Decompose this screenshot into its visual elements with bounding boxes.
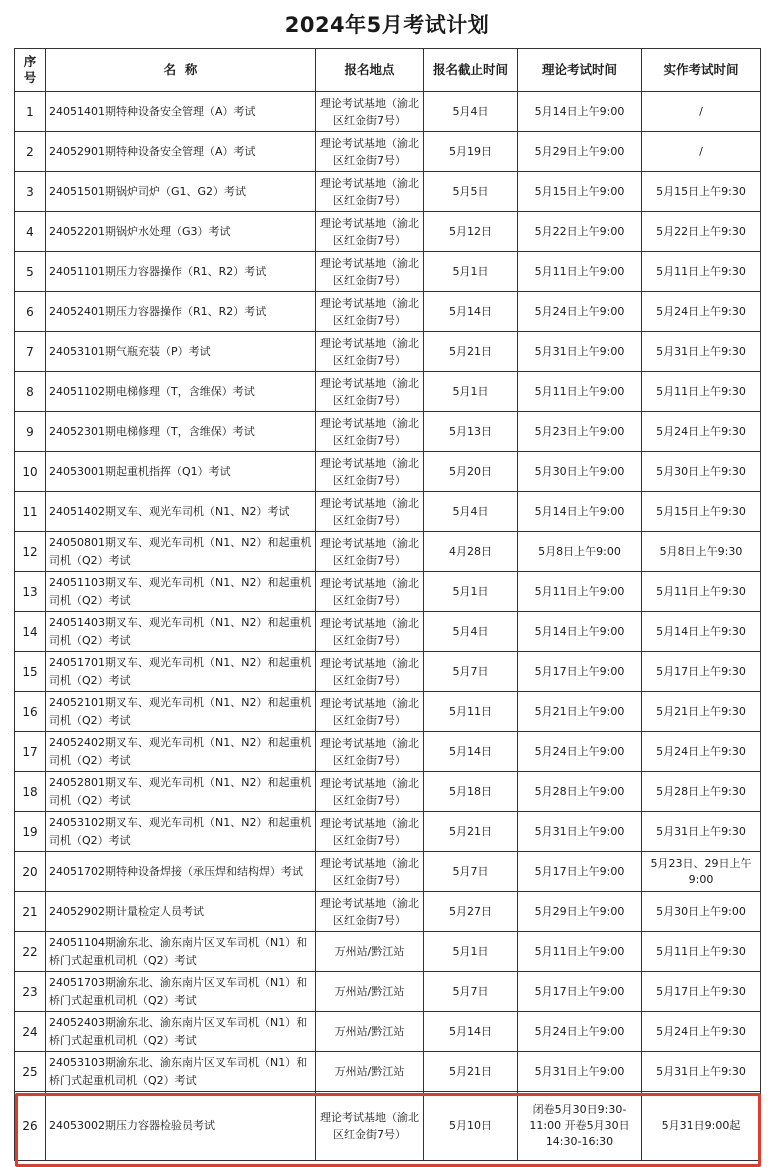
practical-exam-time: 5月14日上午9:30: [642, 612, 761, 652]
practical-exam-time: 5月30日上午9:00: [642, 892, 761, 932]
row-number: 26: [15, 1092, 46, 1161]
exam-location: 理论考试基地（渝北区红金街7号）: [316, 532, 424, 572]
theory-exam-time: 5月14日上午9:00: [518, 92, 642, 132]
exam-location: 理论考试基地（渝北区红金街7号）: [316, 1092, 424, 1161]
registration-deadline: 5月1日: [424, 252, 518, 292]
practical-exam-time: 5月31日上午9:30: [642, 332, 761, 372]
table-row: [15, 412, 761, 452]
exam-name: 24050801期叉车、观光车司机（N1、N2）和起重机司机（Q2）考试: [46, 532, 316, 572]
theory-exam-time: 5月14日上午9:00: [518, 612, 642, 652]
practical-exam-time: 5月15日上午9:30: [642, 492, 761, 532]
table-row: [15, 892, 761, 932]
row-number: 2: [15, 132, 46, 172]
table-row: [15, 172, 761, 212]
exam-location: 万州站/黔江站: [316, 1052, 424, 1092]
row-number: 18: [15, 772, 46, 812]
table-row: [15, 772, 761, 812]
registration-deadline: 5月1日: [424, 572, 518, 612]
row-number: 15: [15, 652, 46, 692]
registration-deadline: 5月5日: [424, 172, 518, 212]
header-practical-time: 实作考试时间: [642, 49, 761, 92]
table-row: [15, 292, 761, 332]
table-row: [15, 652, 761, 692]
row-number: 7: [15, 332, 46, 372]
registration-deadline: 5月19日: [424, 132, 518, 172]
practical-exam-time: 5月15日上午9:30: [642, 172, 761, 212]
exam-location: 理论考试基地（渝北区红金街7号）: [316, 332, 424, 372]
practical-exam-time: /: [642, 92, 761, 132]
exam-name: 24052901期特种设备安全管理（A）考试: [46, 132, 316, 172]
theory-exam-time: 5月8日上午9:00: [518, 532, 642, 572]
registration-deadline: 5月11日: [424, 692, 518, 732]
theory-exam-time: 5月31日上午9:00: [518, 1052, 642, 1092]
row-number: 12: [15, 532, 46, 572]
exam-name: 24051501期锅炉司炉（G1、G2）考试: [46, 172, 316, 212]
row-number: 24: [15, 1012, 46, 1052]
row-number: 13: [15, 572, 46, 612]
exam-name: 24053001期起重机指挥（Q1）考试: [46, 452, 316, 492]
theory-exam-time: 5月29日上午9:00: [518, 892, 642, 932]
exam-name: 24051402期叉车、观光车司机（N1、N2）考试: [46, 492, 316, 532]
exam-location: 理论考试基地（渝北区红金街7号）: [316, 692, 424, 732]
registration-deadline: 5月21日: [424, 812, 518, 852]
practical-exam-time: /: [642, 132, 761, 172]
exam-plan-table: [14, 48, 761, 1161]
exam-name: 24051102期电梯修理（T，含维保）考试: [46, 372, 316, 412]
table-row: [15, 332, 761, 372]
table-body: [15, 92, 761, 1161]
row-number: 4: [15, 212, 46, 252]
exam-location: 理论考试基地（渝北区红金街7号）: [316, 292, 424, 332]
row-number: 16: [15, 692, 46, 732]
exam-name: 24051104期渝东北、渝东南片区叉车司机（N1）和桥门式起重机司机（Q2）考试: [46, 932, 316, 972]
theory-exam-time: 5月23日上午9:00: [518, 412, 642, 452]
table-row: [15, 812, 761, 852]
theory-exam-time: 5月29日上午9:00: [518, 132, 642, 172]
exam-location: 理论考试基地（渝北区红金街7号）: [316, 652, 424, 692]
table-row: [15, 92, 761, 132]
table-row: [15, 852, 761, 892]
table-row: [15, 372, 761, 412]
exam-name: 24053101期气瓶充装（P）考试: [46, 332, 316, 372]
registration-deadline: 5月7日: [424, 852, 518, 892]
table-row: [15, 1052, 761, 1092]
registration-deadline: 5月10日: [424, 1092, 518, 1161]
registration-deadline: 5月18日: [424, 772, 518, 812]
practical-exam-time: 5月24日上午9:30: [642, 1012, 761, 1052]
exam-name: 24052101期叉车、观光车司机（N1、N2）和起重机司机（Q2）考试: [46, 692, 316, 732]
practical-exam-time: 5月31日9:00起: [642, 1092, 761, 1161]
practical-exam-time: 5月11日上午9:30: [642, 572, 761, 612]
exam-location: 万州站/黔江站: [316, 972, 424, 1012]
exam-name: 24051401期特种设备安全管理（A）考试: [46, 92, 316, 132]
exam-name: 24051103期叉车、观光车司机（N1、N2）和起重机司机（Q2）考试: [46, 572, 316, 612]
exam-name: 24051101期压力容器操作（R1、R2）考试: [46, 252, 316, 292]
registration-deadline: 5月21日: [424, 332, 518, 372]
header-no: 序号: [15, 49, 46, 92]
table-row: [15, 732, 761, 772]
exam-location: 理论考试基地（渝北区红金街7号）: [316, 92, 424, 132]
exam-location: 理论考试基地（渝北区红金街7号）: [316, 372, 424, 412]
exam-name: 24052902期计量检定人员考试: [46, 892, 316, 932]
row-number: 20: [15, 852, 46, 892]
registration-deadline: 4月28日: [424, 532, 518, 572]
registration-deadline: 5月14日: [424, 1012, 518, 1052]
table-row: [15, 1092, 761, 1161]
theory-exam-time: 5月14日上午9:00: [518, 492, 642, 532]
practical-exam-time: 5月21日上午9:30: [642, 692, 761, 732]
table-row: [15, 572, 761, 612]
exam-name: 24052301期电梯修理（T，含维保）考试: [46, 412, 316, 452]
row-number: 21: [15, 892, 46, 932]
exam-name: 24052801期叉车、观光车司机（N1、N2）和起重机司机（Q2）考试: [46, 772, 316, 812]
table-row: [15, 972, 761, 1012]
exam-name: 24051701期叉车、观光车司机（N1、N2）和起重机司机（Q2）考试: [46, 652, 316, 692]
registration-deadline: 5月12日: [424, 212, 518, 252]
table-row: [15, 612, 761, 652]
row-number: 23: [15, 972, 46, 1012]
exam-name: 24052401期压力容器操作（R1、R2）考试: [46, 292, 316, 332]
theory-exam-time: 5月31日上午9:00: [518, 332, 642, 372]
practical-exam-time: 5月31日上午9:30: [642, 812, 761, 852]
exam-name: 24053103期渝东北、渝东南片区叉车司机（N1）和桥门式起重机司机（Q2）考试: [46, 1052, 316, 1092]
page-title: 2024年5月考试计划: [284, 13, 490, 37]
registration-deadline: 5月1日: [424, 372, 518, 412]
theory-exam-time: 5月11日上午9:00: [518, 252, 642, 292]
exam-name: 24053002期压力容器检验员考试: [46, 1092, 316, 1161]
row-number: 19: [15, 812, 46, 852]
exam-name: 24052403期渝东北、渝东南片区叉车司机（N1）和桥门式起重机司机（Q2）考试: [46, 1012, 316, 1052]
practical-exam-time: 5月17日上午9:30: [642, 972, 761, 1012]
theory-exam-time: 5月17日上午9:00: [518, 652, 642, 692]
exam-location: 万州站/黔江站: [316, 932, 424, 972]
theory-exam-time: 5月31日上午9:00: [518, 812, 642, 852]
practical-exam-time: 5月17日上午9:30: [642, 652, 761, 692]
practical-exam-time: 5月22日上午9:30: [642, 212, 761, 252]
exam-location: 理论考试基地（渝北区红金街7号）: [316, 852, 424, 892]
header-name: 名 称: [46, 49, 316, 92]
row-number: 10: [15, 452, 46, 492]
exam-location: 理论考试基地（渝北区红金街7号）: [316, 412, 424, 452]
table-row: [15, 532, 761, 572]
exam-name: 24051403期叉车、观光车司机（N1、N2）和起重机司机（Q2）考试: [46, 612, 316, 652]
exam-location: 万州站/黔江站: [316, 1012, 424, 1052]
theory-exam-time: 5月28日上午9:00: [518, 772, 642, 812]
practical-exam-time: 5月11日上午9:30: [642, 932, 761, 972]
table-row: [15, 492, 761, 532]
practical-exam-time: 5月24日上午9:30: [642, 412, 761, 452]
practical-exam-time: 5月23日、29日上午9:00: [642, 852, 761, 892]
registration-deadline: 5月4日: [424, 92, 518, 132]
row-number: 22: [15, 932, 46, 972]
registration-deadline: 5月13日: [424, 412, 518, 452]
registration-deadline: 5月4日: [424, 612, 518, 652]
table-row: [15, 452, 761, 492]
theory-exam-time: 闭卷5月30日9:30-11:00 开卷5月30日14:30-16:30: [518, 1092, 642, 1161]
theory-exam-time: 5月24日上午9:00: [518, 1012, 642, 1052]
practical-exam-time: 5月8日上午9:30: [642, 532, 761, 572]
registration-deadline: 5月14日: [424, 292, 518, 332]
practical-exam-time: 5月31日上午9:30: [642, 1052, 761, 1092]
theory-exam-time: 5月11日上午9:00: [518, 932, 642, 972]
practical-exam-time: 5月11日上午9:30: [642, 252, 761, 292]
table-row: [15, 1012, 761, 1052]
exam-location: 理论考试基地（渝北区红金街7号）: [316, 892, 424, 932]
header-location: 报名地点: [316, 49, 424, 92]
table-row: [15, 252, 761, 292]
exam-name: 24051703期渝东北、渝东南片区叉车司机（N1）和桥门式起重机司机（Q2）考试: [46, 972, 316, 1012]
registration-deadline: 5月1日: [424, 932, 518, 972]
registration-deadline: 5月20日: [424, 452, 518, 492]
registration-deadline: 5月7日: [424, 972, 518, 1012]
registration-deadline: 5月4日: [424, 492, 518, 532]
registration-deadline: 5月21日: [424, 1052, 518, 1092]
table-header-row: [15, 49, 761, 92]
table-row: [15, 212, 761, 252]
exam-name: 24052402期叉车、观光车司机（N1、N2）和起重机司机（Q2）考试: [46, 732, 316, 772]
exam-name: 24051702期特种设备焊接（承压焊和结构焊）考试: [46, 852, 316, 892]
registration-deadline: 5月14日: [424, 732, 518, 772]
row-number: 8: [15, 372, 46, 412]
row-number: 9: [15, 412, 46, 452]
row-number: 17: [15, 732, 46, 772]
practical-exam-time: 5月24日上午9:30: [642, 292, 761, 332]
theory-exam-time: 5月21日上午9:00: [518, 692, 642, 732]
exam-location: 理论考试基地（渝北区红金街7号）: [316, 812, 424, 852]
theory-exam-time: 5月17日上午9:00: [518, 852, 642, 892]
exam-name: 24052201期锅炉水处理（G3）考试: [46, 212, 316, 252]
registration-deadline: 5月27日: [424, 892, 518, 932]
row-number: 14: [15, 612, 46, 652]
header-theory-time: 理论考试时间: [518, 49, 642, 92]
theory-exam-time: 5月22日上午9:00: [518, 212, 642, 252]
exam-location: 理论考试基地（渝北区红金街7号）: [316, 252, 424, 292]
theory-exam-time: 5月17日上午9:00: [518, 972, 642, 1012]
theory-exam-time: 5月30日上午9:00: [518, 452, 642, 492]
exam-location: 理论考试基地（渝北区红金街7号）: [316, 772, 424, 812]
practical-exam-time: 5月28日上午9:30: [642, 772, 761, 812]
header-deadline: 报名截止时间: [424, 49, 518, 92]
exam-name: 24053102期叉车、观光车司机（N1、N2）和起重机司机（Q2）考试: [46, 812, 316, 852]
row-number: 3: [15, 172, 46, 212]
row-number: 11: [15, 492, 46, 532]
theory-exam-time: 5月15日上午9:00: [518, 172, 642, 212]
theory-exam-time: 5月24日上午9:00: [518, 732, 642, 772]
exam-location: 理论考试基地（渝北区红金街7号）: [316, 492, 424, 532]
practical-exam-time: 5月24日上午9:30: [642, 732, 761, 772]
exam-location: 理论考试基地（渝北区红金街7号）: [316, 172, 424, 212]
table-row: [15, 132, 761, 172]
row-number: 6: [15, 292, 46, 332]
exam-location: 理论考试基地（渝北区红金街7号）: [316, 732, 424, 772]
practical-exam-time: 5月30日上午9:30: [642, 452, 761, 492]
exam-location: 理论考试基地（渝北区红金街7号）: [316, 452, 424, 492]
registration-deadline: 5月7日: [424, 652, 518, 692]
table-row: [15, 932, 761, 972]
exam-location: 理论考试基地（渝北区红金街7号）: [316, 132, 424, 172]
theory-exam-time: 5月11日上午9:00: [518, 372, 642, 412]
row-number: 5: [15, 252, 46, 292]
row-number: 1: [15, 92, 46, 132]
table-row: [15, 692, 761, 732]
theory-exam-time: 5月24日上午9:00: [518, 292, 642, 332]
practical-exam-time: 5月11日上午9:30: [642, 372, 761, 412]
exam-location: 理论考试基地（渝北区红金街7号）: [316, 612, 424, 652]
row-number: 25: [15, 1052, 46, 1092]
exam-location: 理论考试基地（渝北区红金街7号）: [316, 572, 424, 612]
theory-exam-time: 5月11日上午9:00: [518, 572, 642, 612]
exam-location: 理论考试基地（渝北区红金街7号）: [316, 212, 424, 252]
